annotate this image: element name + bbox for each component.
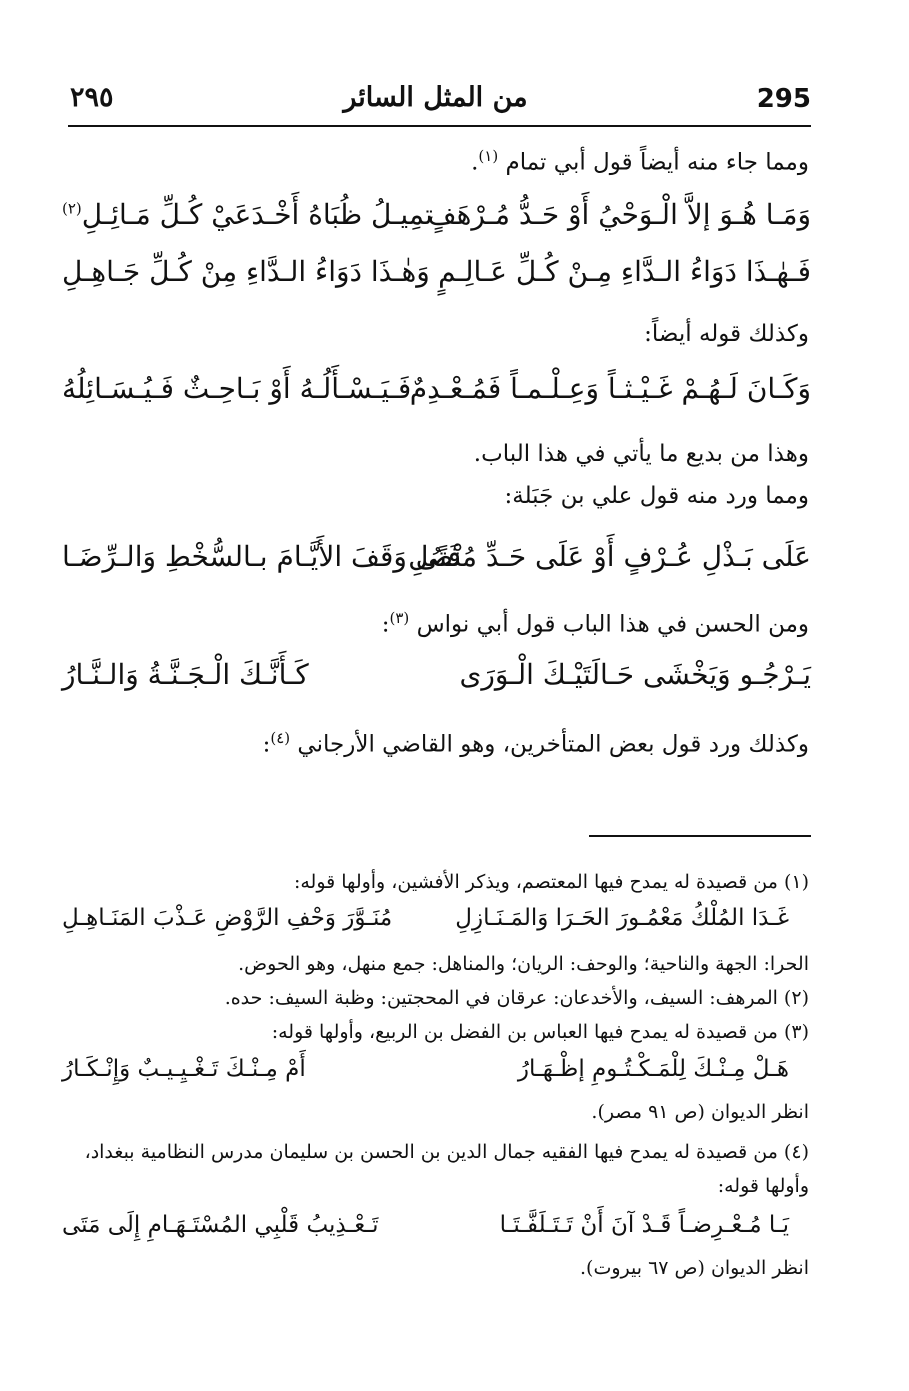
- footnote-4-verse-right: يَـا مُـعْـرِضـاً قَـدْ آنَ أَنْ تَـتَـلَفَّـتَـا: [499, 1212, 789, 1238]
- verse-4: [62, 540, 811, 590]
- verse-3-left-hemistich: فَـيَـسْـأَلُـهُ أَوْ بَـاحِـثٌ فَـيُـسَـائِلُهُ: [62, 372, 412, 405]
- verse-3-right-hemistich: وَكَـانَ لَـهُـمْ غَـيْـثـاً وَعِـلْـمـاً فَمُـعْـدِمٌ: [409, 372, 811, 405]
- footnote-1: (١) من قصيدة له يمدح فيها المعتصم، ويذكر الأفشين، وأولها قوله:: [293, 871, 809, 893]
- intro-line-3: ومما ورد منه قول علي بن جَبَلة:: [504, 483, 809, 509]
- footnote-ref-3: (٣): [389, 609, 410, 627]
- page-number-arabic: ٢٩٥: [70, 82, 114, 113]
- footnote-4-verse-left: تَـعْـذِيبُ قَلْبِي المُسْتَـهَـامِ إِلَى مَتَى: [62, 1212, 379, 1238]
- running-header: [60, 80, 811, 120]
- page-number-latin: 295: [756, 84, 811, 114]
- footnote-3-verse-left: أَمْ مِـنْـكَ تَـغْـيِـيـبٌ وَإِنْـكَـارُ: [62, 1056, 306, 1082]
- running-title: من المثل السائر: [343, 82, 528, 113]
- remark-line: وهذا من بديع ما يأتي في هذا الباب.: [473, 441, 809, 467]
- intro-4-colon: :: [381, 611, 390, 638]
- intro-text-5: وكذلك ورد قول بعض المتأخرين، وهو القاضي الأرجاني: [297, 731, 809, 758]
- verse-2-right-hemistich: فَـهٰـذَا دَوَاءُ الـدَّاءِ مِـنْ كُـلِّ عَـالِـمٍ: [438, 255, 811, 288]
- footnote-1-verse-left: مُنَـوَّرَ وَحْفِ الرَّوْضِ عَـذْبَ المَنَـاهِـلِ: [62, 905, 393, 931]
- intro-line-2: وكذلك قوله أيضاً:: [644, 321, 809, 347]
- footnote-3: (٣) من قصيدة له يمدح فيها العباس بن الفضل بن الربيع، وأولها قوله:: [271, 1021, 809, 1043]
- intro-line-4: [70, 602, 809, 641]
- footnote-1-verse: [62, 905, 789, 945]
- footnote-ref-4: (٤): [270, 729, 291, 747]
- footnote-4-reference: انظر الديوان (ص ٦٧ بيروت).: [580, 1257, 809, 1279]
- verse-5-left-hemistich: كَـأَنَّـكَ الْـجَـنَّـةُ وَالـنَّـارُ: [62, 658, 309, 691]
- footnote-3-verse: [62, 1056, 789, 1096]
- verse-4-right-hemistich: عَلَى بَـذْلِ عُـرْفٍ أَوْ عَلَى حَـدِّ مُنْصُلِ: [408, 540, 811, 573]
- verse-1-left-text: تمِيـلُ ظُبَاهُ أَخْـدَعَيْ كُـلِّ مَـائِـلِ: [81, 198, 433, 231]
- footnote-ref-2: (٢): [62, 199, 82, 218]
- footnote-4-verse: [62, 1212, 789, 1252]
- footnote-separator: [589, 835, 811, 837]
- header-rule: [68, 125, 811, 127]
- verse-3: [62, 372, 811, 422]
- intro-line-1: ومما جاء منه أيضاً قول أبي تمام $^{(١)}$.: [471, 147, 809, 176]
- intro-text-4: ومن الحسن في هذا الباب قول أبي نواس: [416, 611, 809, 638]
- verse-5-right-hemistich: يَـرْجُـو وَيَخْشَى حَـالَتَيْـكَ الْـوَرَى: [459, 658, 811, 691]
- verse-1-left-hemistich: [62, 198, 433, 231]
- footnote-1-verse-right: غَـدَا المُلْكُ مَعْمُـورَ الحَـرَا وَالمَـنَـازِلِ: [455, 905, 789, 931]
- intro-line-5: [70, 722, 809, 761]
- verse-5: [62, 658, 811, 708]
- intro-text-1: ومما جاء منه أيضاً قول أبي تمام: [505, 149, 809, 176]
- footnote-4-line-2: وأولها قوله:: [717, 1175, 809, 1197]
- footnote-4-line-1: (٤) من قصيدة له يمدح فيها الفقيه جمال الدين بن الحسن بن سليمان مدرس النظامية ببغداد،: [84, 1141, 809, 1163]
- footnote-3-reference: انظر الديوان (ص ٩١ مصر).: [591, 1101, 809, 1123]
- footnote-3-verse-right: هَـلْ مِـنْـكَ لِلْمَـكْـتُـومِ إظْـهَـارُ: [517, 1056, 789, 1082]
- footnote-ref-1: (١): [478, 147, 499, 165]
- verse-2: [62, 255, 811, 305]
- intro-5-colon: :: [262, 731, 271, 758]
- verse-1: [62, 198, 811, 248]
- footnote-2: (٢) المرهف: السيف، والأخدعان: عرقان في المحجتين: وظبة السيف: حده.: [224, 987, 809, 1009]
- verse-2-left-hemistich: وَهٰـذَا دَوَاءُ الـدَّاءِ مِنْ كُـلِّ جَـاهِـلِ: [62, 255, 430, 288]
- verse-4-left-hemistich: فَتًى وَقَفَ الأَيَّـامَ بـالسُّخْطِ وَالـرِّضَـا: [62, 540, 461, 573]
- verse-1-right-hemistich: وَمَـا هُـوَ إلاَّ الْـوَحْيُ أَوْ حَـدُّ مُـرْهَفٍ: [427, 198, 811, 231]
- footnote-1-gloss: الحرا: الجهة والناحية؛ والوحف: الريان؛ والمناهل: جمع منهل، وهو الحوض.: [238, 953, 809, 975]
